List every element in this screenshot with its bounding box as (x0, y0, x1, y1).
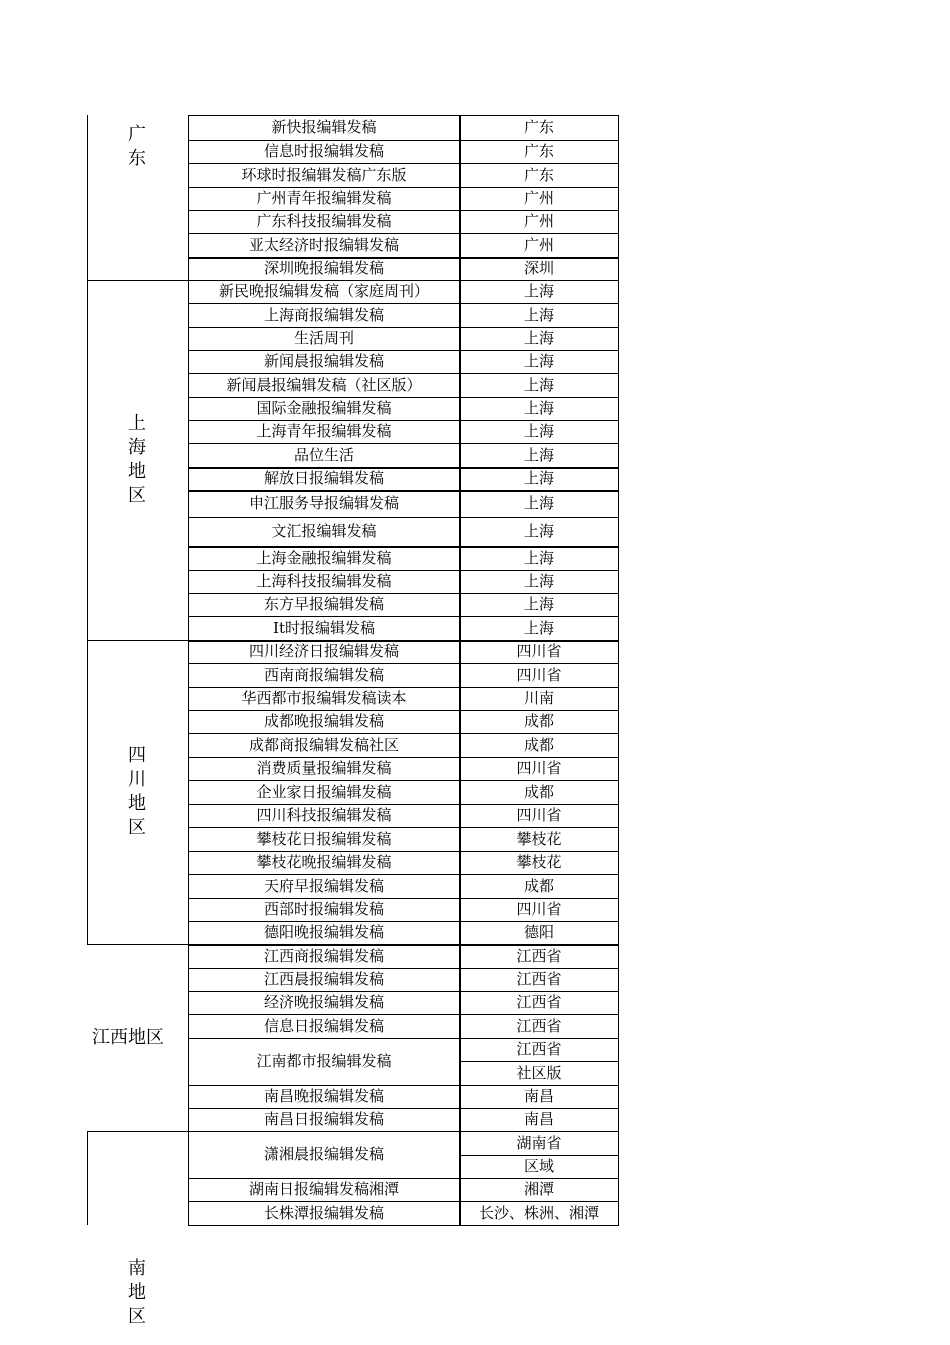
area-cell: 上海 (523, 494, 554, 512)
newspaper-name-cell: 西南商报编辑发稿 (263, 665, 384, 684)
newspaper-name-cell: 广东科技报编辑发稿 (256, 212, 392, 230)
region-border-vertical (87, 1131, 88, 1225)
area-cell: 上海 (523, 305, 554, 324)
newspaper-name-cell: 国际金融报编辑发稿 (256, 399, 392, 417)
newspaper-name-cell: 东方早报编辑发稿 (263, 595, 384, 613)
newspaper-name-cell: 经济晚报编辑发稿 (263, 993, 384, 1011)
area-cell: 上海 (523, 595, 554, 613)
newspaper-name-cell: 生活周刊 (293, 329, 354, 347)
area-cell: 上海 (523, 375, 554, 394)
region-border-horizontal (87, 1131, 188, 1132)
newspaper-name-cell: 西部时报编辑发稿 (263, 900, 384, 918)
area-cell: 上海 (523, 329, 554, 347)
newspaper-name-cell: 天府早报编辑发稿 (263, 876, 384, 895)
region-label-text: 江西地区 (92, 1026, 164, 1048)
newspaper-name-cell: 攀枝花日报编辑发稿 (256, 829, 392, 848)
area-cell: 上海 (523, 572, 554, 590)
area-cell: 攀枝花 (516, 829, 562, 848)
region-label (124, 1255, 150, 1330)
area-cell: 江西省 (516, 993, 562, 1011)
area-cell: 社区版 (516, 1063, 562, 1082)
newspaper-name-cell: 企业家日报编辑发稿 (256, 782, 392, 801)
newspaper-name-cell: 文汇报编辑发稿 (271, 522, 377, 540)
newspaper-name-cell: 品位生活 (293, 445, 354, 464)
area-cell: 上海 (523, 548, 554, 567)
area-cell: 上海 (523, 469, 554, 487)
area-cell: 成都 (523, 782, 554, 801)
newspaper-name-cell: 信息时报编辑发稿 (263, 142, 384, 160)
region-label-text: 区 (128, 817, 146, 838)
newspaper-name-cell: It时报编辑发稿 (273, 618, 375, 637)
region-label-text: 南 (128, 1257, 146, 1279)
newspaper-name-cell: 新闻晨报编辑发稿 (263, 352, 384, 370)
area-cell: 广州 (523, 235, 554, 254)
area-cell: 川南 (523, 689, 554, 707)
grid-line-vertical (618, 115, 619, 1225)
region-label-text: 四 (128, 745, 146, 766)
area-cell: 四川省 (516, 759, 562, 777)
region-label-text: 地 (128, 1281, 146, 1303)
newspaper-name-cell: 四川科技报编辑发稿 (256, 806, 392, 824)
newspaper-name-cell: 环球时报编辑发稿广东版 (241, 165, 407, 184)
area-cell: 江西省 (516, 946, 562, 965)
area-cell: 成都 (523, 712, 554, 730)
newspaper-name-cell: 广州青年报编辑发稿 (256, 189, 392, 207)
area-cell: 德阳 (523, 923, 554, 941)
area-cell: 广州 (523, 189, 554, 207)
newspaper-name-cell: 成都商报编辑发稿社区 (248, 735, 399, 754)
region-label-text: 广 (128, 124, 146, 145)
newspaper-name-cell: 新民晚报编辑发稿（家庭周刊） (218, 282, 429, 300)
region-label (124, 115, 150, 280)
newspaper-name-cell: 消费质量报编辑发稿 (256, 759, 392, 777)
area-cell: 四川省 (516, 900, 562, 918)
region-border-vertical (87, 280, 88, 640)
region-border-vertical (87, 115, 88, 280)
newspaper-name-cell: 上海商报编辑发稿 (263, 305, 384, 324)
newspaper-name-cell: 华西都市报编辑发稿读本 (241, 689, 407, 707)
region-label-text: 区 (128, 1305, 146, 1327)
newspaper-name-cell: 江西商报编辑发稿 (263, 946, 384, 965)
grid-line-horizontal (188, 1225, 619, 1226)
area-cell: 深圳 (523, 259, 554, 277)
area-cell: 广东 (523, 165, 554, 184)
newspaper-name-cell: 深圳晚报编辑发稿 (263, 259, 384, 277)
newspaper-name-cell: 上海金融报编辑发稿 (256, 548, 392, 567)
area-cell: 长沙、株洲、湘潭 (478, 1203, 599, 1222)
newspaper-name-cell: 新快报编辑发稿 (271, 118, 377, 136)
area-cell: 攀枝花 (516, 853, 562, 871)
region-label-text: 地 (128, 793, 146, 814)
newspaper-name-cell: 长株潭报编辑发稿 (263, 1203, 384, 1222)
newspaper-name-cell: 江西晨报编辑发稿 (263, 970, 384, 988)
area-cell: 广东 (523, 118, 554, 136)
newspaper-name-cell: 江南都市报编辑发稿 (256, 1052, 392, 1070)
newspaper-name-cell: 上海青年报编辑发稿 (256, 422, 392, 440)
area-cell: 广州 (523, 212, 554, 230)
newspaper-name-cell: 成都晚报编辑发稿 (263, 712, 384, 730)
area-cell: 江西省 (516, 1016, 562, 1035)
area-cell: 广东 (523, 142, 554, 160)
newspaper-name-cell: 四川经济日报编辑发稿 (248, 642, 399, 660)
region-label-text: 海 (128, 437, 146, 458)
area-cell: 上海 (523, 522, 554, 540)
region-label (88, 944, 168, 1131)
newspaper-name-cell: 德阳晚报编辑发稿 (263, 923, 384, 941)
area-cell: 上海 (523, 352, 554, 370)
area-cell: 江西省 (516, 1040, 562, 1058)
area-cell: 上海 (523, 399, 554, 417)
area-cell: 湖南省 (516, 1133, 562, 1152)
newspaper-name-cell: 上海科技报编辑发稿 (256, 572, 392, 590)
newspaper-name-cell: 南昌日报编辑发稿 (263, 1110, 384, 1128)
area-cell: 四川省 (516, 806, 562, 824)
region-label (124, 640, 150, 944)
newspaper-name-cell: 申江服务导报编辑发稿 (248, 494, 399, 512)
area-cell: 南昌 (523, 1087, 554, 1105)
area-cell: 区域 (523, 1157, 554, 1175)
region-border-vertical (87, 640, 88, 944)
area-cell: 成都 (523, 735, 554, 754)
newspaper-name-cell: 攀枝花晚报编辑发稿 (256, 853, 392, 871)
area-cell: 四川省 (516, 642, 562, 660)
newspaper-name-cell: 新闻晨报编辑发稿（社区版） (226, 375, 422, 394)
area-cell: 上海 (523, 422, 554, 440)
region-label-text: 区 (128, 485, 146, 506)
newspaper-name-cell: 南昌晚报编辑发稿 (263, 1087, 384, 1105)
region-label-text: 东 (128, 148, 146, 169)
area-cell: 上海 (523, 618, 554, 637)
area-cell: 成都 (523, 876, 554, 895)
region-label (124, 280, 150, 640)
newspaper-name-cell: 解放日报编辑发稿 (263, 469, 384, 487)
region-label-text: 地 (128, 461, 146, 482)
area-cell: 上海 (523, 282, 554, 300)
region-label-text: 川 (128, 769, 146, 790)
newspaper-name-cell: 亚太经济时报编辑发稿 (248, 235, 399, 254)
area-cell: 四川省 (516, 665, 562, 684)
newspaper-name-cell: 湖南日报编辑发稿湘潭 (248, 1180, 399, 1198)
area-cell: 湘潭 (523, 1180, 554, 1198)
area-cell: 上海 (523, 445, 554, 464)
area-cell: 南昌 (523, 1110, 554, 1128)
region-label-text: 上 (128, 413, 146, 434)
newspaper-name-cell: 信息日报编辑发稿 (263, 1016, 384, 1035)
area-cell: 江西省 (516, 970, 562, 988)
newspaper-name-cell: 潇湘晨报编辑发稿 (263, 1145, 384, 1163)
